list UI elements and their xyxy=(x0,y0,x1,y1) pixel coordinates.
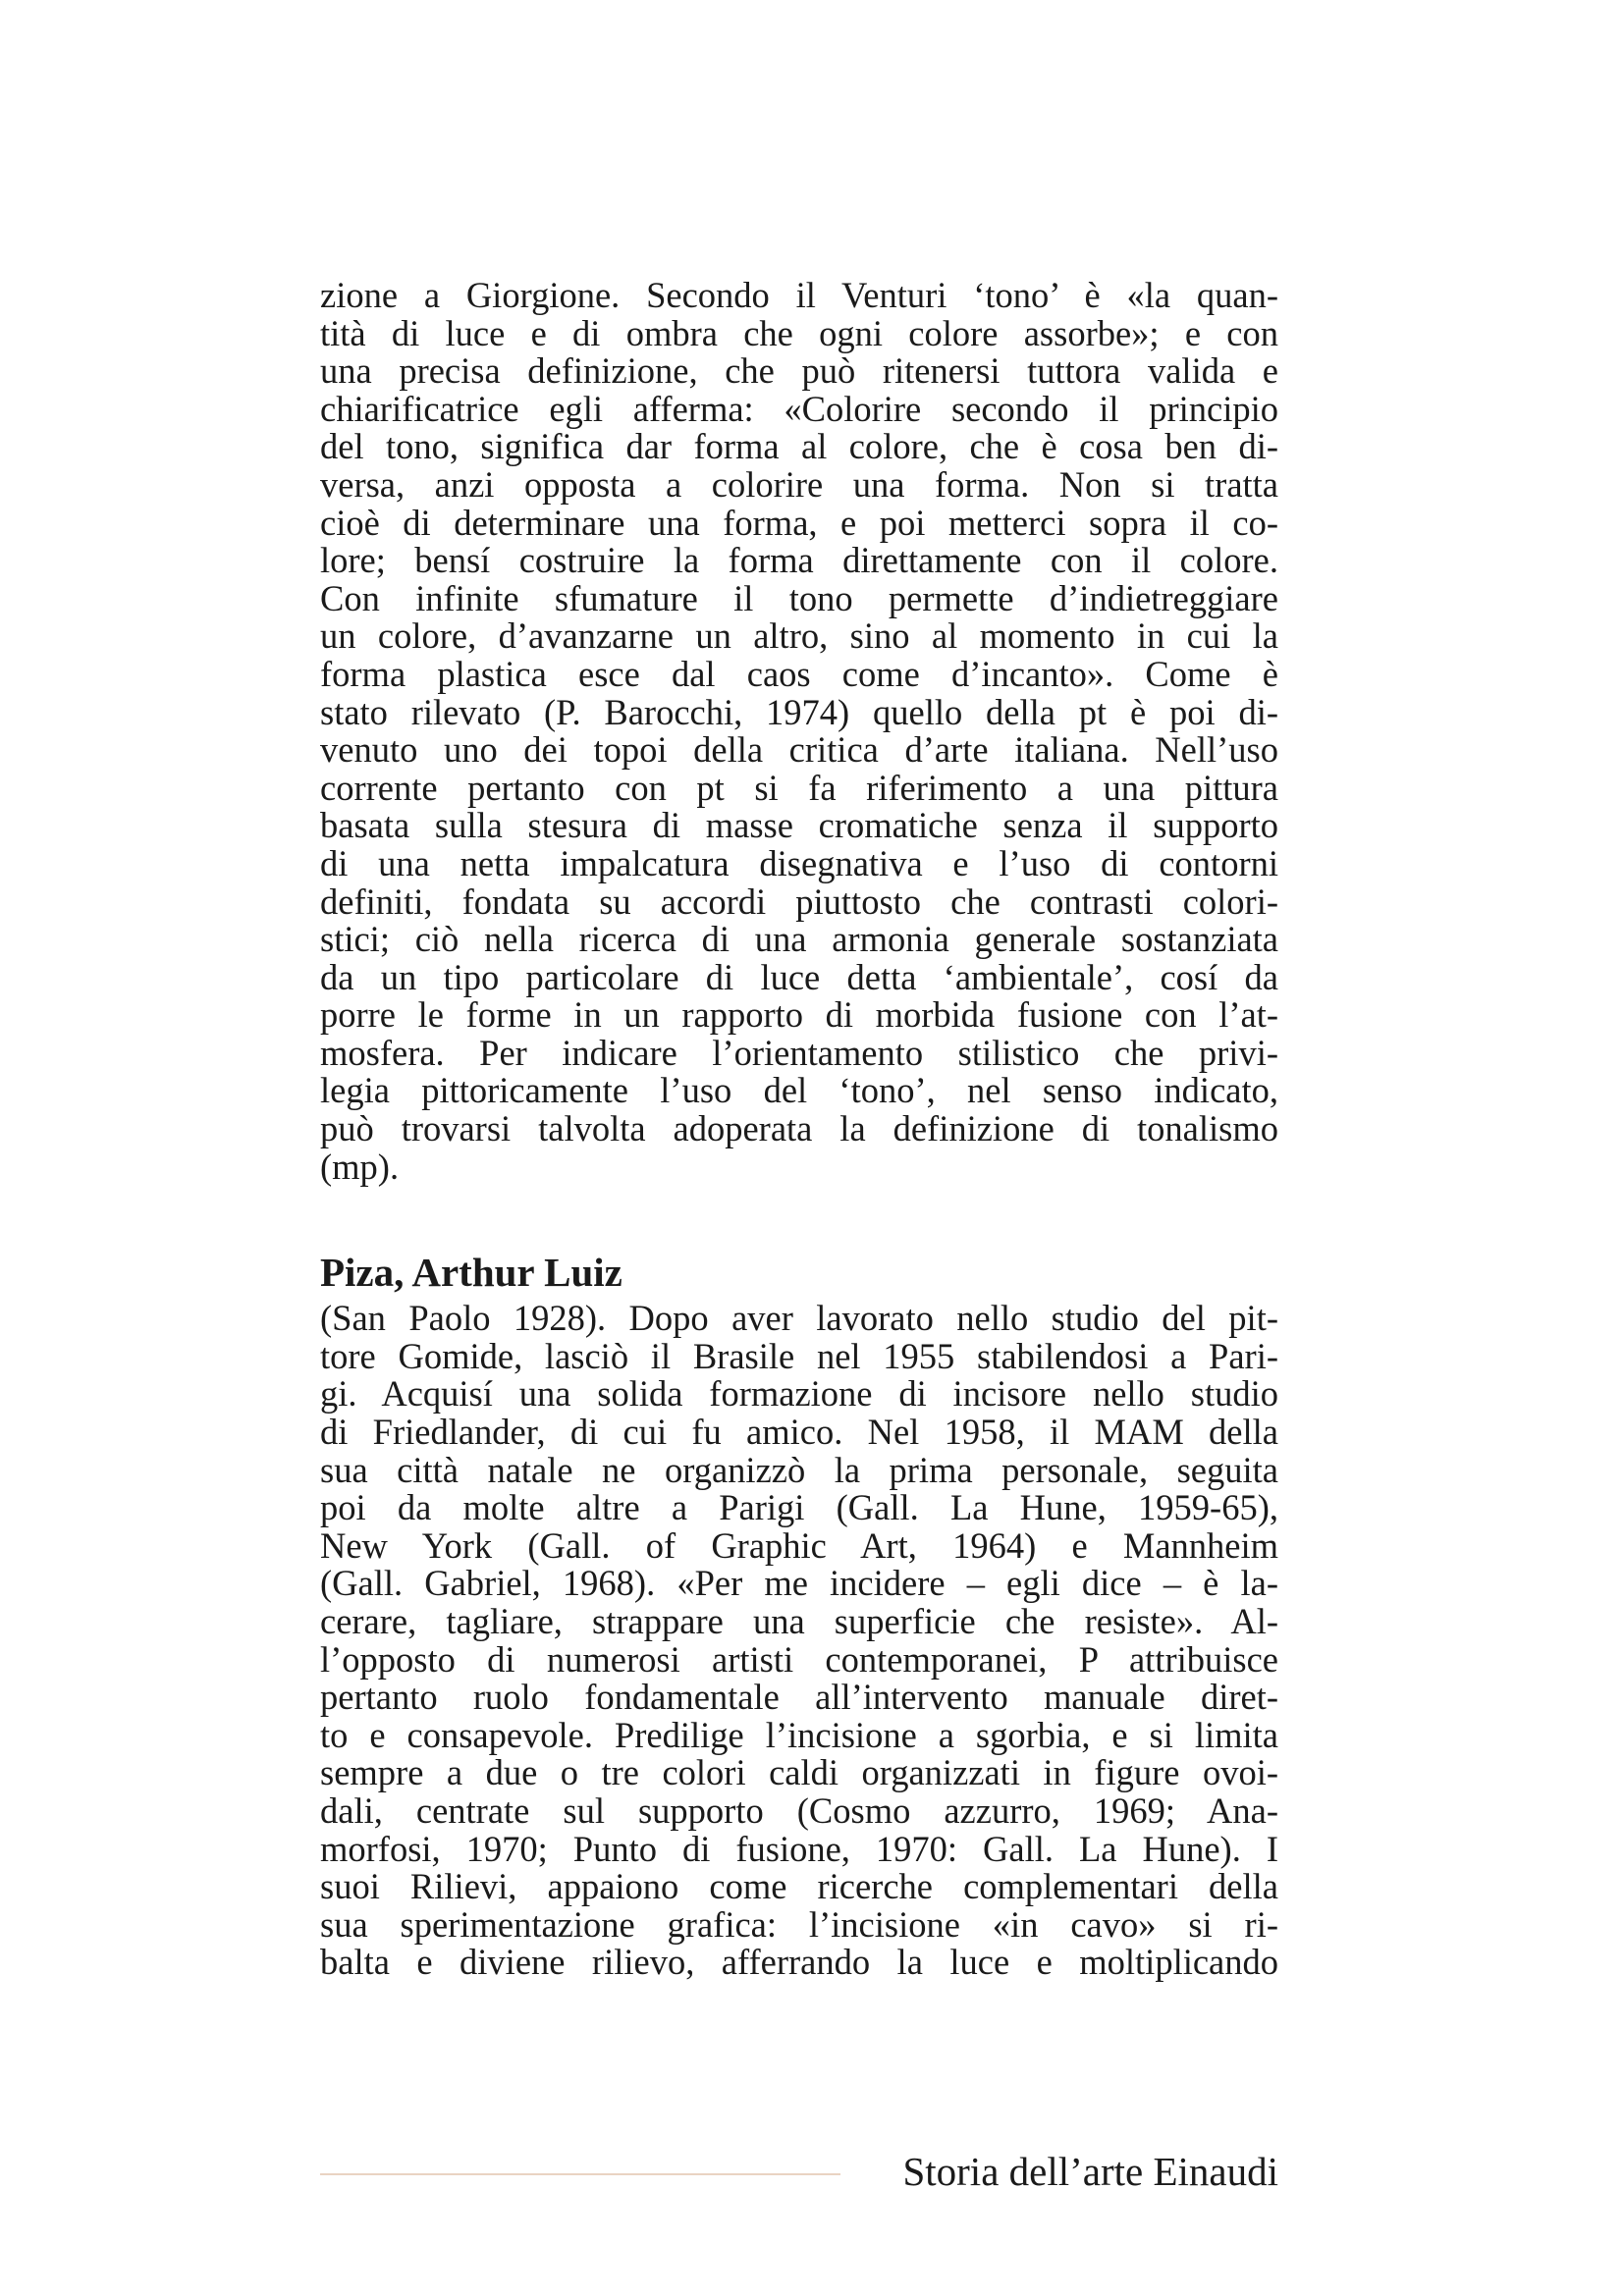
text-line: stici; ciò nella ricerca di una armonia generale sostanziata xyxy=(320,919,1278,960)
text-line: del tono, significa dar forma al colore, che è cosa ben di- xyxy=(320,426,1278,467)
entry-heading: Piza, Arthur Luiz xyxy=(320,1250,622,1296)
text-line: da un tipo particolare di luce detta ‘ambientale’, cosí da xyxy=(320,956,1278,997)
text-line: tore Gomide, lasciò il Brasile nel 1955 stabilendosi a Pari- xyxy=(320,1335,1278,1376)
text-line: suoi Rilievi, appaiono come ricerche complementari della xyxy=(320,1866,1278,1907)
text-line: Con infinite sfumature il tono permette d’indietreggiare xyxy=(320,577,1278,618)
text-line: to e consapevole. Predilige l’incisione a sgorbia, e si limita xyxy=(320,1714,1278,1755)
text-line: zione a Giorgione. Secondo il Venturi ‘tono’ è «la quan- xyxy=(320,275,1278,315)
text-line: lore; bensí costruire la forma direttamente con il colore. xyxy=(320,540,1278,581)
text-line: cioè di determinare una forma, e poi metterci sopra il co- xyxy=(320,502,1278,543)
text-line: stato rilevato (P. Barocchi, 1974) quello della pt è poi di- xyxy=(320,691,1278,732)
footer-title: Storia dell’arte Einaudi xyxy=(902,2149,1278,2194)
text-line: l’opposto di numerosi artisti contemporanei, P attribuisce xyxy=(320,1638,1278,1680)
text-line: (San Paolo 1928). Dopo aver lavorato nello studio del pit- xyxy=(320,1298,1278,1339)
text-line: legia pittoricamente l’uso del ‘tono’, nel senso indicato, xyxy=(320,1070,1278,1111)
text-line: di Friedlander, di cui fu amico. Nel 1958, il MAM della xyxy=(320,1412,1278,1453)
text-line: sempre a due o tre colori caldi organizzati in figure ovoi- xyxy=(320,1752,1278,1793)
text-line: (Gall. Gabriel, 1968). «Per me incidere – egli dice – è la- xyxy=(320,1563,1278,1604)
text-line: di una netta impalcatura disegnativa e l’uso di contorni xyxy=(320,842,1278,883)
text-line: morfosi, 1970; Punto di fusione, 1970: Gall. La Hune). I xyxy=(320,1828,1278,1869)
text-line: poi da molte altre a Parigi (Gall. La Hune, 1959-65), xyxy=(320,1487,1278,1528)
text-line: gi. Acquisí una solida formazione di incisore nello studio xyxy=(320,1373,1278,1415)
text-line: pertanto ruolo fondamentale all’intervento manuale diret- xyxy=(320,1677,1278,1718)
text-line: balta e diviene rilievo, afferrando la luce e moltiplicando xyxy=(320,1942,1278,1983)
text-line: versa, anzi opposta a colorire una forma. Non si tratta xyxy=(320,463,1278,505)
text-line: definiti, fondata su accordi piuttosto che contrasti colori- xyxy=(320,881,1278,922)
text-line: sua città natale ne organizzò la prima personale, seguita xyxy=(320,1449,1278,1490)
text-line: mosfera. Per indicare l’orientamento stilistico che privi- xyxy=(320,1032,1278,1073)
entry-continuation xyxy=(320,277,1278,1186)
text-line: basata sulla stesura di masse cromatiche senza il supporto xyxy=(320,805,1278,846)
text-line: cerare, tagliare, strappare una superficie che resiste». Al- xyxy=(320,1601,1278,1641)
text-line: venuto uno dei topoi della critica d’arte italiana. Nell’uso xyxy=(320,729,1278,771)
text-line: tità di luce e di ombra che ogni colore assorbe»; e con xyxy=(320,312,1278,353)
text-line: una precisa definizione, che può ritenersi tuttora valida e xyxy=(320,350,1278,392)
text-line: un colore, d’avanzarne un altro, sino al momento in cui la xyxy=(320,615,1278,657)
text-line: sua sperimentazione grafica: l’incisione «in cavo» si ri- xyxy=(320,1903,1278,1945)
text-line: porre le forme in un rapporto di morbida fusione con l’at- xyxy=(320,994,1278,1036)
text-line: (mp). xyxy=(320,1146,400,1187)
text-line: dali, centrate sul supporto (Cosmo azzurro, 1969; Ana- xyxy=(320,1789,1278,1831)
section-gap xyxy=(320,1186,1278,1251)
text-line: New York (Gall. of Graphic Art, 1964) e Mannheim xyxy=(320,1524,1278,1566)
text-line: corrente pertanto con pt si fa riferimento a una pittura xyxy=(320,767,1278,808)
entry-piza xyxy=(320,1251,1278,1982)
footer-rule xyxy=(320,2173,840,2175)
text-line: forma plastica esce dal caos come d’incanto». Come è xyxy=(320,653,1278,694)
page-body xyxy=(320,277,1278,1982)
text-line: chiarificatrice egli afferma: «Colorire secondo il principio xyxy=(320,388,1278,429)
text-line: può trovarsi talvolta adoperata la definizione di tonalismo xyxy=(320,1108,1278,1149)
